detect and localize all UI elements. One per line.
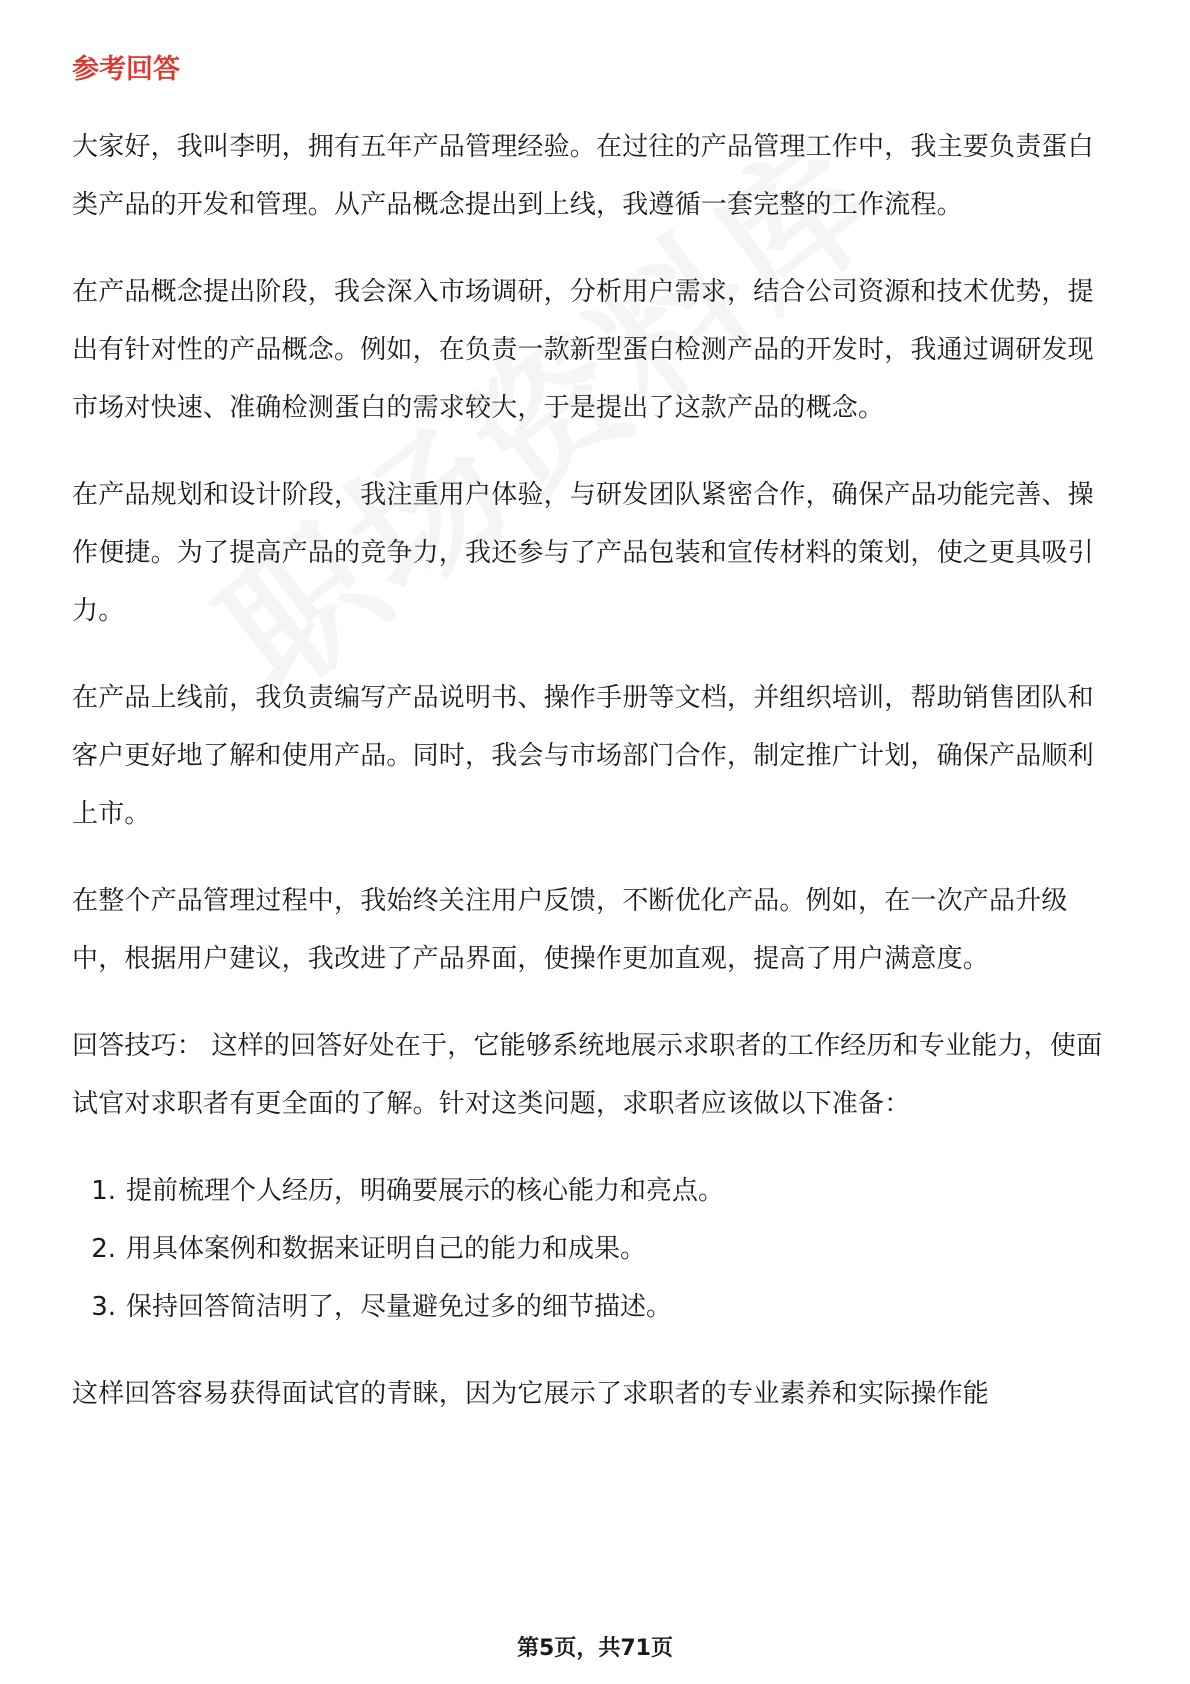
paragraph-design-stage: 在产品规划和设计阶段，我注重用户体验，与研发团队紧密合作，确保产品功能完善、操作便捷。为了提高产品的竞争力，我还参与了产品包装和宣传材料的策划，使之更具吸引力。 xyxy=(72,480,1094,626)
paragraph-concept-stage: 在产品概念提出阶段，我会深入市场调研，分析用户需求，结合公司资源和技术优势，提出有针对性的产品概念。例如，在负责一款新型蛋白检测产品的开发时，我通过调研发现市场对快速、准确检测蛋白的需求较大，于是提出了这款产品的概念。 xyxy=(72,277,1094,423)
list-item xyxy=(72,1220,1118,1278)
list-item xyxy=(72,1162,1118,1220)
answer-body xyxy=(72,118,1118,1452)
list-text: 用具体案例和数据来证明自己的能力和成果。 xyxy=(126,1234,647,1264)
paragraph-feedback: 在整个产品管理过程中，我始终关注用户反馈，不断优化产品。例如，在一次产品升级中，根据用户建议，我改进了产品界面，使操作更加直观，提高了用户满意度。 xyxy=(72,886,1068,974)
section-title: 参考回答 xyxy=(72,54,180,85)
tips-list xyxy=(72,1162,1118,1336)
list-number: 1. xyxy=(91,1176,116,1206)
list-item xyxy=(72,1278,1118,1336)
list-text: 提前梳理个人经历，明确要展示的核心能力和亮点。 xyxy=(126,1176,725,1206)
list-number: 2. xyxy=(91,1234,116,1264)
paragraph-launch-stage: 在产品上线前，我负责编写产品说明书、操作手册等文档，并组织培训，帮助销售团队和客户更好地了解和使用产品。同时，我会与市场部门合作，制定推广计划，确保产品顺利上市。 xyxy=(72,683,1094,829)
list-number: 3. xyxy=(91,1292,116,1322)
paragraph-answer-tips: 回答技巧： 这样的回答好处在于，它能够系统地展示求职者的工作经历和专业能力，使面试官对求职者有更全面的了解。针对这类问题，求职者应该做以下准备： xyxy=(72,1031,1103,1119)
list-text: 保持回答简洁明了，尽量避免过多的细节描述。 xyxy=(126,1292,673,1322)
paragraph-intro: 大家好，我叫李明，拥有五年产品管理经验。在过往的产品管理工作中，我主要负责蛋白类产品的开发和管理。从产品概念提出到上线，我遵循一套完整的工作流程。 xyxy=(72,132,1094,220)
page-number: 第5页，共71页 xyxy=(517,1636,673,1661)
paragraph-closing: 这样回答容易获得面试官的青睐，因为它展示了求职者的专业素养和实际操作能 xyxy=(72,1379,990,1409)
